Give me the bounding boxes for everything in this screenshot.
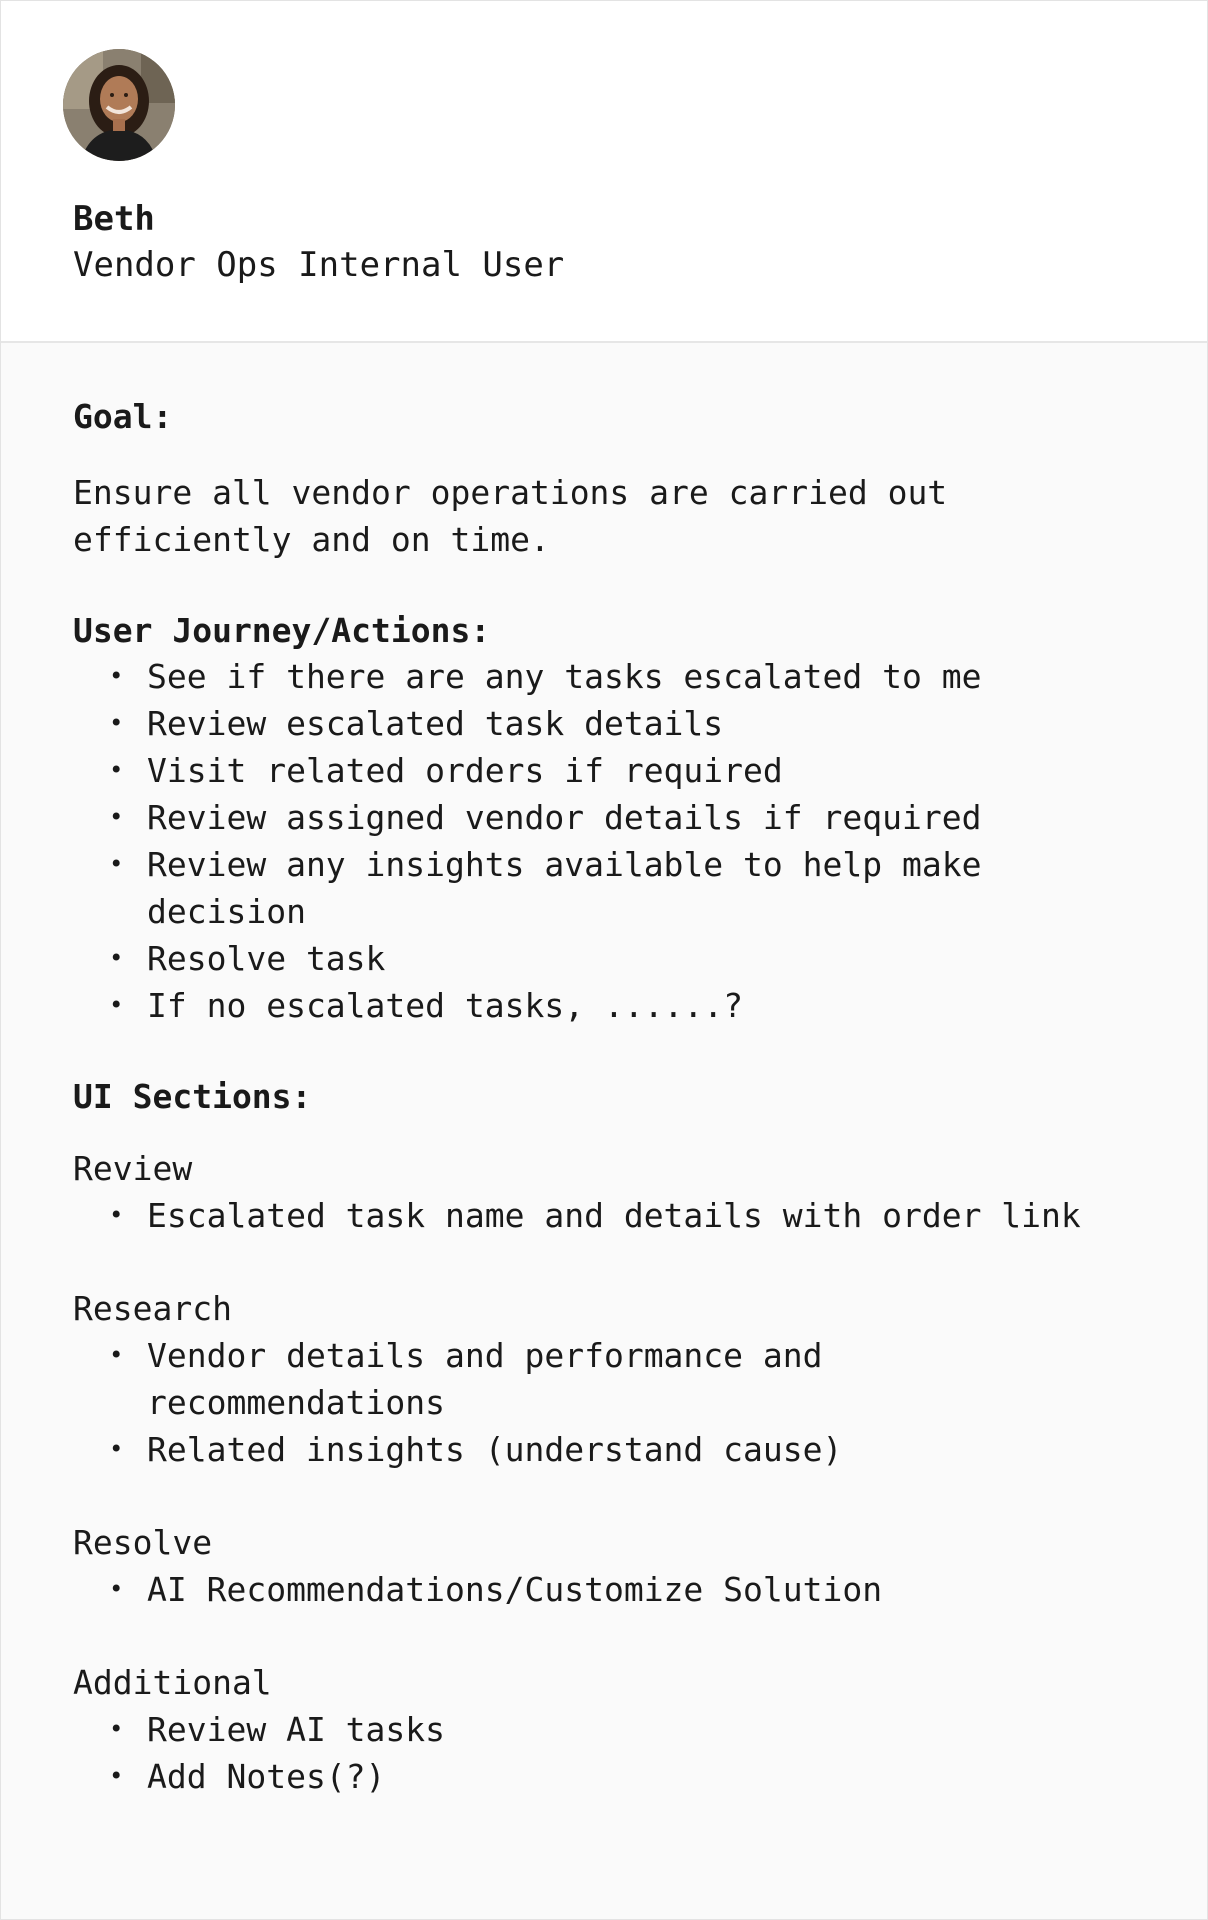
review-list	[73, 1192, 1207, 1239]
research-list	[73, 1332, 1207, 1473]
additional-item: • Add Notes(?)	[147, 1753, 1147, 1800]
persona-header	[1, 1, 1207, 343]
persona-role: Vendor Ops Internal User	[73, 245, 565, 285]
journey-item: • Review assigned vendor details if required	[147, 794, 1147, 841]
goal-text: Ensure all vendor operations are carried out efficiently and on time.	[73, 473, 948, 559]
journey-item: • Review escalated task details	[147, 700, 1147, 747]
section-title-resolve: Resolve	[73, 1523, 213, 1562]
journey-heading: User Journey/Actions:	[73, 611, 491, 650]
section-title-review: Review	[73, 1149, 193, 1188]
journey-item: • Resolve task	[147, 935, 1147, 982]
research-item: • Vendor details and performance and recommendations	[147, 1332, 907, 1426]
persona-name: Beth	[73, 199, 155, 239]
additional-item: • Review AI tasks	[147, 1706, 1147, 1753]
journey-item: • See if there are any tasks escalated to me	[147, 653, 1147, 700]
additional-list	[73, 1706, 1207, 1800]
section-title-additional: Additional	[73, 1663, 272, 1702]
ui-sections-heading: UI Sections:	[73, 1077, 312, 1116]
resolve-item: • AI Recommendations/Customize Solution	[147, 1566, 1147, 1613]
journey-item: • Visit related orders if required	[147, 747, 1147, 794]
research-item: • Related insights (understand cause)	[147, 1426, 1147, 1473]
journey-item: • If no escalated tasks, ......?	[147, 982, 1147, 1029]
avatar	[63, 49, 175, 161]
review-item: • Escalated task name and details with order link	[147, 1192, 1147, 1239]
section-title-research: Research	[73, 1289, 232, 1328]
journey-list	[73, 653, 1207, 1029]
goal-heading: Goal:	[73, 397, 173, 436]
avatar-photo-icon	[63, 49, 175, 161]
persona-details	[1, 343, 1207, 1800]
resolve-list	[73, 1566, 1207, 1613]
journey-item: • Review any insights available to help make decision	[147, 841, 1047, 935]
